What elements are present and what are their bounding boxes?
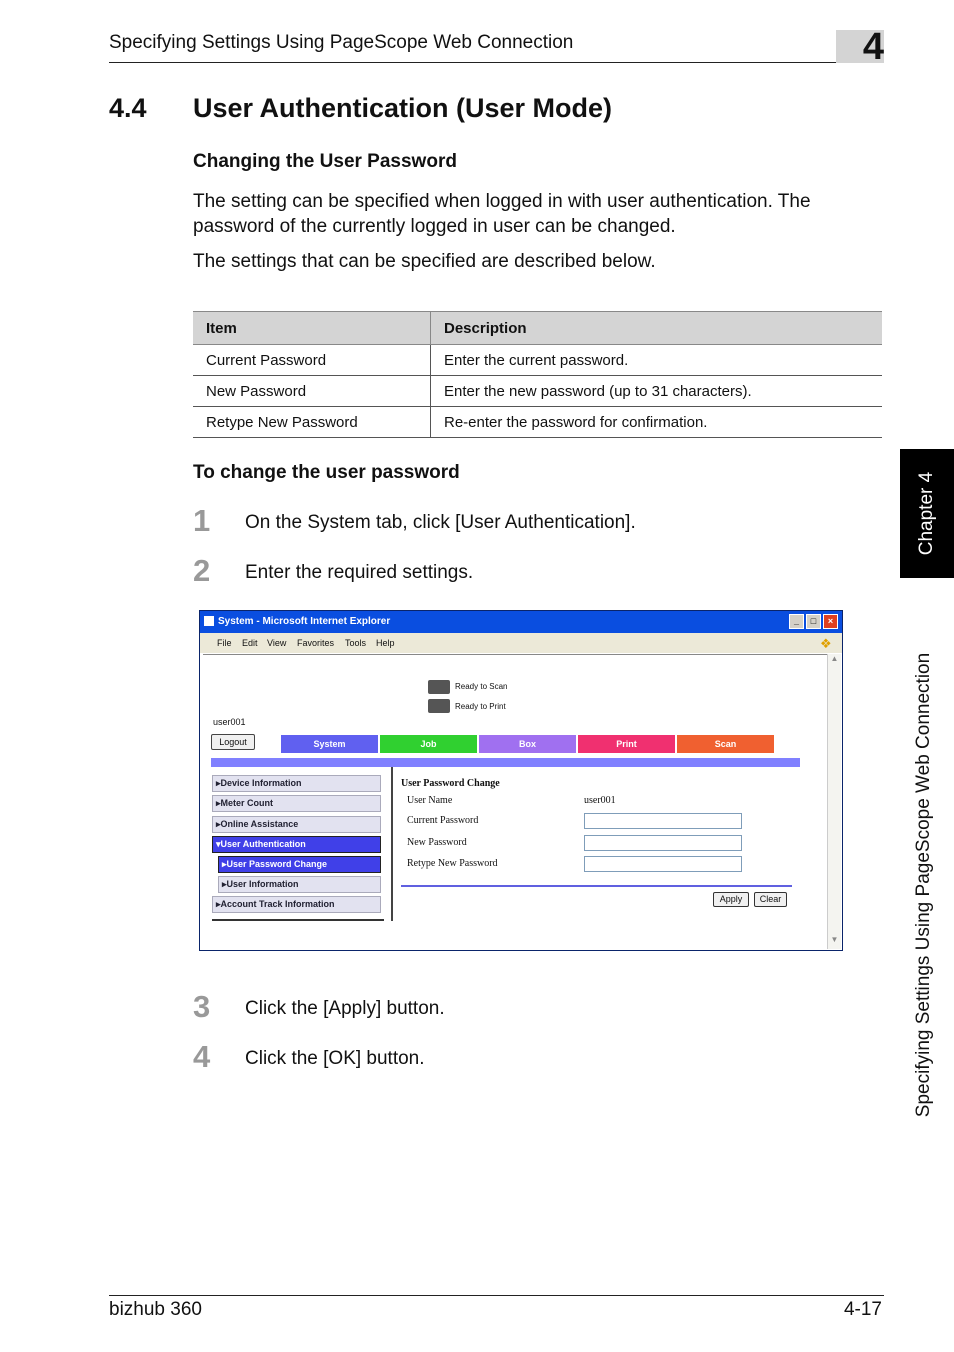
- form-bottom-rule: [401, 885, 792, 887]
- header-rule: [109, 62, 884, 63]
- print-status: Ready to Print: [455, 702, 506, 711]
- section-number: 4.4: [109, 93, 147, 123]
- tab-job[interactable]: Job: [380, 735, 477, 753]
- label-current-password: Current Password: [407, 815, 479, 826]
- chapter-number: 4: [862, 26, 884, 68]
- retype-password-input[interactable]: [584, 856, 742, 872]
- tab-scan[interactable]: Scan: [677, 735, 774, 753]
- step-text: Click the [Apply] button.: [245, 998, 445, 1019]
- menu-view[interactable]: View: [267, 638, 287, 648]
- nav-account-track-information[interactable]: ▸Account Track Information: [212, 896, 381, 913]
- step-number: 1: [193, 503, 211, 538]
- table-cell-description: Enter the current password.: [431, 345, 883, 376]
- intro-paragraph: The setting can be specified when logged in with user authentication. The password of the currently logged in user can be changed.: [193, 191, 811, 237]
- menu-favorites[interactable]: Favorites: [297, 638, 335, 648]
- step-text: Enter the required settings.: [245, 562, 474, 583]
- close-icon[interactable]: ×: [823, 614, 838, 629]
- step-text: Click the [OK] button.: [245, 1048, 425, 1069]
- menu-edit[interactable]: Edit: [242, 638, 258, 648]
- step-text: On the System tab, click [User Authentication].: [245, 512, 636, 533]
- nav-user-information[interactable]: ▸User Information: [218, 876, 381, 893]
- tab-system[interactable]: System: [281, 735, 378, 753]
- table-header-row: [193, 312, 882, 345]
- side-chapter-label: Chapter 4: [916, 471, 937, 556]
- menu-bar: [200, 633, 842, 653]
- tab-print[interactable]: Print: [578, 735, 675, 753]
- table-row: [193, 376, 882, 407]
- table-row: [193, 407, 882, 438]
- scroll-down-icon[interactable]: ▼: [830, 935, 839, 944]
- current-password-input[interactable]: [584, 813, 742, 829]
- subheading-change-password: Changing the User Password: [193, 151, 457, 172]
- label-retype-password: Retype New Password: [407, 858, 498, 869]
- table-header-item: Item: [193, 312, 431, 345]
- table-cell-item: Current Password: [193, 345, 431, 376]
- minimize-icon[interactable]: _: [789, 614, 804, 629]
- step-number: 4: [193, 1039, 211, 1074]
- label-new-password: New Password: [407, 837, 467, 848]
- nav-device-information[interactable]: ▸Device Information: [212, 775, 381, 792]
- logout-button[interactable]: Logout: [211, 734, 255, 750]
- settings-paragraph: The settings that can be specified are described below.: [193, 251, 656, 272]
- side-section-tab: [900, 600, 954, 1170]
- table-header-description: Description: [431, 312, 883, 345]
- step-number: 3: [193, 989, 211, 1024]
- table-row: [193, 345, 882, 376]
- user-name-value: user001: [584, 795, 616, 806]
- nav-online-assistance[interactable]: ▸Online Assistance: [212, 816, 381, 833]
- table-cell-item: Retype New Password: [193, 407, 431, 438]
- nav-divider: [391, 767, 393, 921]
- windows-logo-icon: ❖: [820, 636, 832, 651]
- side-section-label: Specifying Settings Using PageScope Web Connection: [913, 652, 934, 1118]
- clear-button[interactable]: Clear: [754, 892, 787, 907]
- section-title: User Authentication (User Mode): [193, 93, 613, 123]
- menu-help[interactable]: Help: [376, 638, 395, 648]
- scanner-icon: [428, 680, 450, 694]
- settings-table: [193, 311, 882, 438]
- table-cell-item: New Password: [193, 376, 431, 407]
- menu-file[interactable]: File: [217, 638, 232, 648]
- vertical-scrollbar[interactable]: [827, 654, 841, 949]
- footer-rule: [109, 1295, 884, 1296]
- menu-tools[interactable]: Tools: [345, 638, 367, 648]
- step-number: 2: [193, 553, 211, 588]
- scan-status: Ready to Scan: [455, 682, 508, 691]
- ie-window-screenshot: [199, 610, 843, 951]
- nav-meter-count[interactable]: ▸Meter Count: [212, 795, 381, 812]
- nav-user-password-change[interactable]: ▸User Password Change: [218, 856, 381, 873]
- subheading-procedure: To change the user password: [193, 462, 460, 483]
- tab-box[interactable]: Box: [479, 735, 576, 753]
- browser-content: [203, 654, 827, 950]
- logged-in-user: user001: [213, 717, 246, 727]
- scroll-up-icon[interactable]: ▲: [830, 654, 839, 663]
- maximize-icon[interactable]: □: [806, 614, 821, 629]
- printer-icon: [428, 699, 450, 713]
- table-cell-description: Re-enter the password for confirmation.: [431, 407, 883, 438]
- new-password-input[interactable]: [584, 835, 742, 851]
- ie-app-icon: [204, 616, 214, 626]
- running-header-title: Specifying Settings Using PageScope Web Connection: [109, 32, 574, 53]
- window-titlebar[interactable]: [200, 611, 842, 633]
- footer-page-number: 4-17: [843, 1299, 882, 1320]
- form-title: User Password Change: [401, 778, 500, 789]
- apply-button[interactable]: Apply: [713, 892, 749, 907]
- nav-user-authentication[interactable]: ▾User Authentication: [212, 836, 381, 853]
- tab-underline-bar: [211, 758, 800, 767]
- label-user-name: User Name: [407, 795, 453, 806]
- nav-bottom-rule: [212, 919, 384, 921]
- table-cell-description: Enter the new password (up to 31 characters).: [431, 376, 883, 407]
- window-title: System - Microsoft Internet Explorer: [218, 616, 391, 627]
- side-chapter-tab: [900, 449, 954, 578]
- footer-product: bizhub 360: [109, 1299, 202, 1320]
